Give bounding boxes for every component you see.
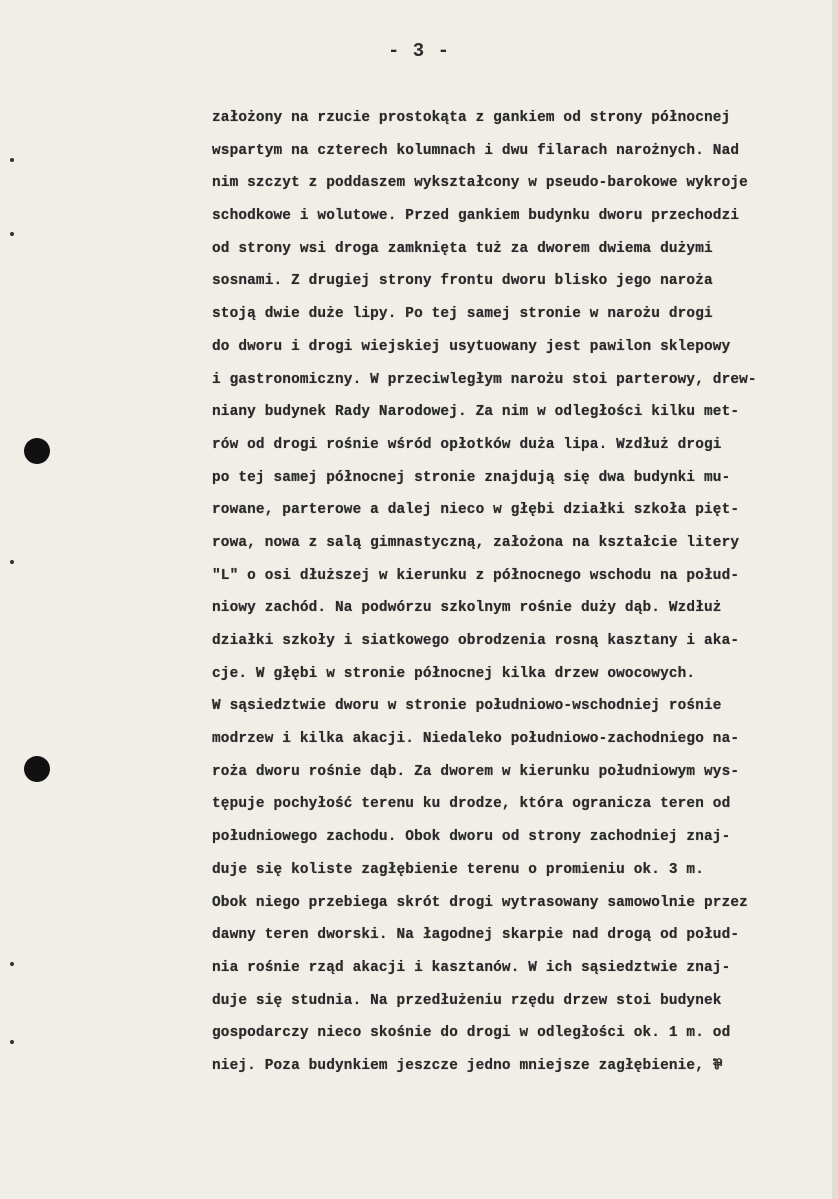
margin-dot <box>10 962 14 966</box>
margin-dot <box>10 560 14 564</box>
text-line: roża dworu rośnie dąb. Za dworem w kierunku południowym wys- <box>212 763 740 780</box>
text-line: tępuje pochyłość terenu ku drodze, która ogranicza teren od <box>212 796 731 813</box>
text-line: wspartym na czterech kolumnach i dwu filarach narożnych. Nad <box>212 142 740 159</box>
text-line: niany budynek Rady Narodowej. Za nim w odległości kilku met- <box>212 404 740 421</box>
text-line: po tej samej północnej stronie znajdują się dwa budynki mu- <box>212 469 731 486</box>
margin-dot <box>10 1040 14 1044</box>
text-line: duje się studnia. Na przedłużeniu rzędu drzew stoi budynek <box>212 992 722 1009</box>
text-line: sosnami. Z drugiej strony frontu dworu blisko jego naroża <box>212 273 713 290</box>
text-line: schodkowe i wolutowe. Przed gankiem budynku dworu przechodzi <box>212 208 740 225</box>
body-text <box>212 102 822 1083</box>
text-line: "L" o osi dłuższej w kierunku z północnego wschodu na połud- <box>212 567 740 584</box>
text-line: W sąsiedztwie dworu w stronie południowo-wschodniej rośnie <box>212 698 722 715</box>
text-line: dawny teren dworski. Na łagodnej skarpie nad drogą od połud- <box>212 927 740 944</box>
text-line: południowego zachodu. Obok dworu od strony zachodniej znaj- <box>212 829 731 846</box>
text-line: i gastronomiczny. W przeciwległym narożu stoi parterowy, drew- <box>212 371 757 388</box>
punch-hole-bottom <box>24 756 50 782</box>
text-line: stoją dwie duże lipy. Po tej samej stronie w narożu drogi <box>212 306 713 323</box>
text-line: gospodarczy nieco skośnie do drogi w odległości ok. 1 m. od <box>212 1025 731 1042</box>
text-line: rowane, parterowe a dalej nieco w głębi działki szkoła pięt- <box>212 502 740 519</box>
text-line: działki szkoły i siatkowego obrodzenia rosną kasztany i aka- <box>212 633 740 649</box>
text-line: nim szczyt z poddaszem wykształcony w pseudo-barokowe wykroje <box>212 175 748 192</box>
text-line: założony na rzucie prostokąta z gankiem od strony północnej <box>212 110 731 126</box>
margin-dot <box>10 158 14 162</box>
text-line: od strony wsi droga zamknięta tuż za dworem dwiema dużymi <box>212 240 713 257</box>
punch-hole-top <box>24 438 50 464</box>
margin-dot <box>10 232 14 236</box>
text-line: duje się koliste zagłębienie terenu o promieniu ok. 3 m. <box>212 861 705 878</box>
text-line: modrzew i kilka akacji. Niedaleko południowo-zachodniego na- <box>212 731 740 748</box>
text-line: nia rośnie rząd akacji i kasztanów. W ich sąsiedztwie znaj- <box>212 959 731 976</box>
text-line: rowa, nowa z salą gimnastyczną, założona na kształcie litery <box>212 534 740 551</box>
text-line: Obok niego przebiega skrót drogi wytrasowany samowolnie przez <box>212 894 748 911</box>
page-number: - 3 - <box>387 40 450 62</box>
text-line: do dworu i drogi wiejskiej usytuowany jest pawilon sklepowy <box>212 338 731 355</box>
page-edge <box>832 0 838 1199</box>
text-line: rów od drogi rośnie wśród opłotków duża lipa. Wzdłuż drogi <box>212 436 722 453</box>
text-line: niowy zachód. Na podwórzu szkolnym rośnie duży dąb. Wzdłuż <box>212 600 722 617</box>
text-line: cje. W głębi w stronie północnej kilka drzew owocowych. <box>212 665 696 682</box>
text-line: niej. Poza budynkiem jeszcze jedno mniejsze zagłębienie, ⅌ <box>212 1057 723 1074</box>
